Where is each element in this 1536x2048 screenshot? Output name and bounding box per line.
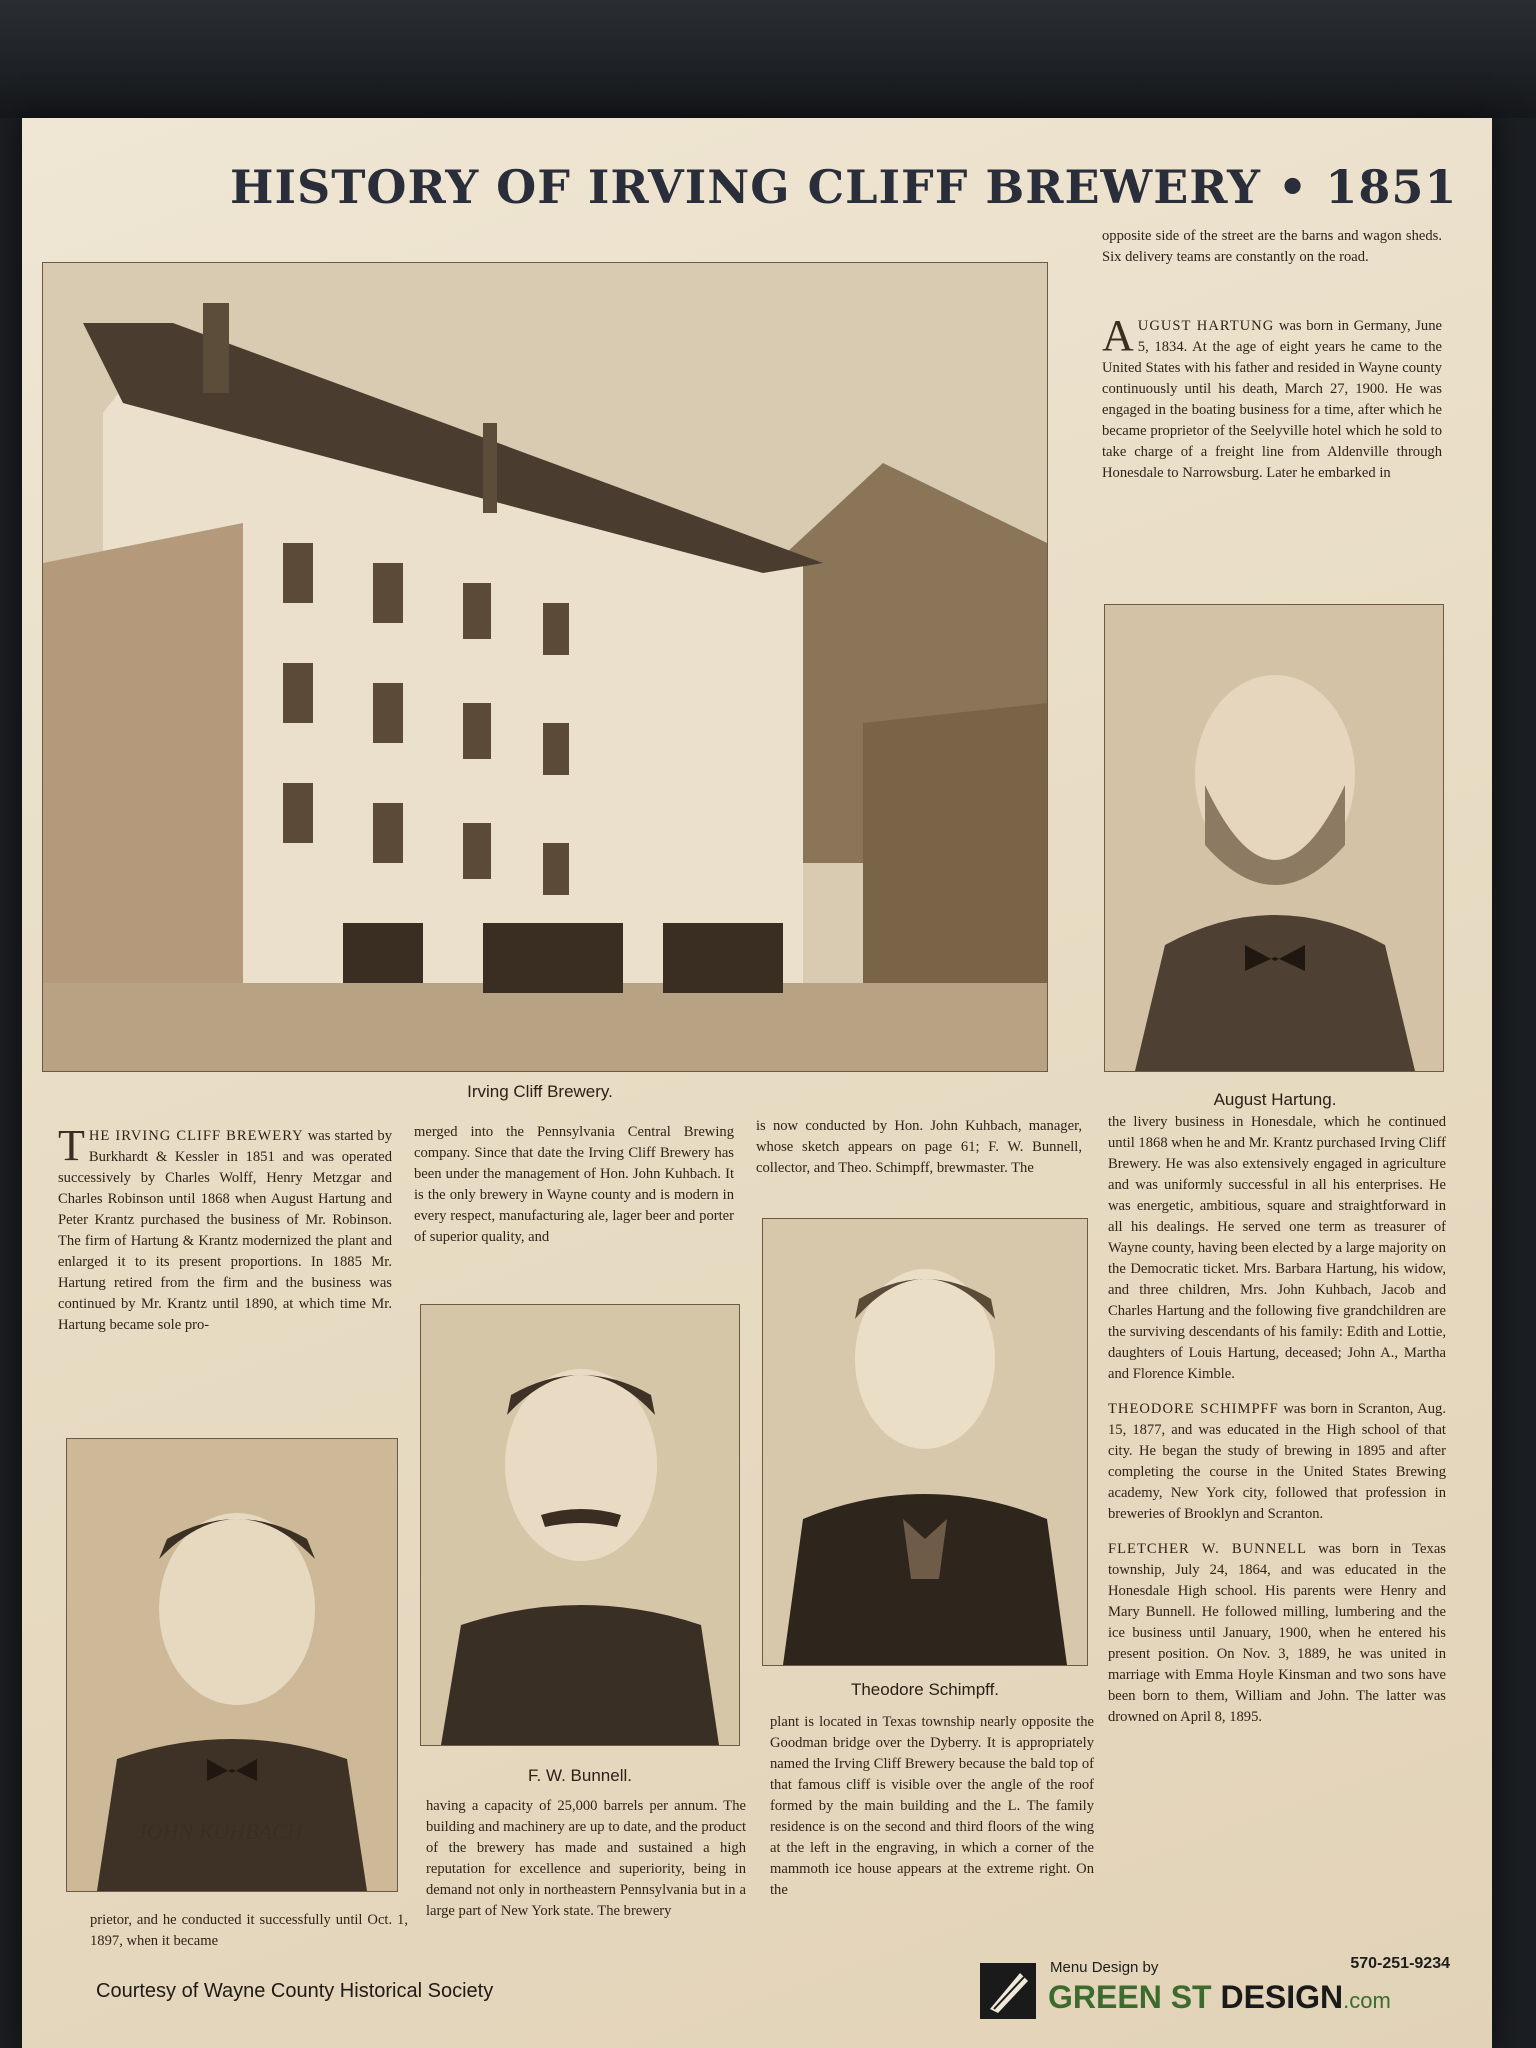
schimpff-caption: Theodore Schimpff. — [850, 1680, 1000, 1699]
brewery-caption: Irving Cliff Brewery. — [467, 1082, 613, 1101]
col1-body: was started by Burkhardt & Kessler in 1851 and was operated successively by Charles Wolff, Henry Metzgar and Charles Robinson until 1868 when August Hartung and Peter Krantz purchased the business of Mr. Robinson. The firm of Hartung & Krantz modernized the plant and enlarged it to its present proportions. In 1885 Mr. Hartung retired from the firm and the business was continued by Mr. Krantz until 1890, at which time Mr. Hartung became sole pro- — [58, 1128, 392, 1333]
col2-top-text: merged into the Pennsylvania Central Brewing company. Since that date the Irving Cliff Brewery has been under the management of Hon. John Kuhbach. It is the only brewery in Wayne county and is modern in every respect, manufacturing ale, lager beer and porter of superior quality, and — [414, 1124, 734, 1245]
brand-green: GREEN ST — [1048, 1979, 1212, 2015]
column-1-bottom — [90, 1910, 408, 1958]
green-st-design-logo — [980, 1955, 1450, 2025]
brand-name — [1048, 1979, 1391, 2016]
hartung-portrait — [1104, 604, 1444, 1072]
right-top-text: opposite side of the street are the barns and wagon sheds. Six delivery teams are constantly on the road. — [1102, 228, 1442, 265]
bunnell-portrait — [420, 1304, 740, 1746]
brand-design: DESIGN — [1220, 1979, 1344, 2015]
binder-edge — [0, 0, 1536, 118]
column-2-bottom — [426, 1796, 746, 1946]
col2-bottom-text: having a capacity of 25,000 barrels per annum. The building and machinery are up to date, and the product of the brewery has made and sustained a high reputation for excellence and superiority, being in demand not only in northeastern Pennsylvania but in a large part of New York state. The brewery — [426, 1798, 746, 1919]
hartung-lead: UGUST HARTUNG — [1137, 318, 1275, 334]
phone-number: 570-251-9234 — [1350, 1955, 1450, 1972]
hartung-caption: August Hartung. — [1213, 1090, 1337, 1109]
kuhbach-signature: JOHN KUHBACH — [137, 1819, 303, 1844]
col4-p2-lead: THEODORE SCHIMPFF — [1108, 1401, 1279, 1417]
courtesy-credit: Courtesy of Wayne County Historical Society — [96, 1980, 494, 2002]
col4-p1: the livery business in Honesdale, which he continued until 1868 when he and Mr. Krantz purchased Irving Cliff Brewery. He was also extensively engaged in agriculture and was uniformly successful in all his enterprises. He was energetic, ambitious, square and straightforward in all his dealings. He served one term as treasurer of Wayne county, having been elected by a large majority on the Democratic ticket. Mrs. Barbara Hartung, his widow, and three children, Mrs. John Kuhbach, Jacob and Charles Hartung and the following five grandchildren are the surviving descendants of his family: Edith and Lottie, daughters of Louis Hartung, deceased; John A., Martha and Florence Kimble. — [1108, 1114, 1446, 1382]
hartung-bio — [1102, 316, 1442, 584]
brand-com: .com — [1343, 1988, 1391, 2013]
column-4 — [1108, 1112, 1446, 1952]
col4-p3-lead: FLETCHER W. BUNNELL — [1108, 1541, 1308, 1557]
pen-nib-icon — [980, 1963, 1036, 2019]
kuhbach-portrait — [66, 1438, 398, 1892]
col4-p2: was born in Scranton, Aug. 15, 1877, and was educated in the High school of that city. He began the study of brewing in 1895 and after completing the course in the United States Brewing academy, New York city, followed that profession in breweries of Brooklyn and Scranton. — [1108, 1401, 1446, 1522]
menu-design-label: Menu Design by — [1050, 1959, 1159, 1976]
right-column-top — [1102, 226, 1442, 290]
schimpff-portrait — [762, 1218, 1088, 1666]
col1-bottom-text: prietor, and he conducted it successfully until Oct. 1, 1897, when it became — [90, 1912, 408, 1949]
page-title: HISTORY OF IRVING CLIFF BREWERY • 1851 — [230, 160, 1458, 214]
col3-bottom-text: plant is located in Texas township nearly opposite the Goodman bridge over the Dyberry. It is appropriately named the Irving Cliff Brewery because the bald top of that famous cliff is visible over the angle of the roof formed by the main building and the L. The family residence is on the second and third floors of the wing at the left in the engraving, in which a corner of the mammoth ice house appears at the extreme right. On the — [770, 1714, 1094, 1898]
col3-top-text: is now conducted by Hon. John Kuhbach, manager, whose sketch appears on page 61; F. W. Bunnell, collector, and Theo. Schimpff, brewmaster. The — [756, 1118, 1082, 1176]
col1-dropcap: T — [58, 1126, 85, 1170]
hartung-body: was born in Germany, June 5, 1834. At the age of eight years he came to the United States with his father and resided in Wayne county continuously until his death, March 27, 1900. He was engaged in the boating business for a time, after which he became proprietor of the Seelyville hotel which he sold to take charge of a freight line from Aldenville through Honesdale to Narrowsburg. Later he embarked in — [1102, 318, 1442, 481]
col1-lead: HE IRVING CLIFF BREWERY — [88, 1128, 304, 1144]
bunnell-caption: F. W. Bunnell. — [528, 1766, 632, 1785]
column-3-bottom — [770, 1712, 1094, 1952]
hartung-dropcap: A — [1102, 316, 1134, 360]
col4-p3: was born in Texas township, July 24, 1864, and was educated in the Honesdale High school. His parents were Henry and Mary Bunnell. He followed milling, lumbering and the ice business until January, 1900, when he entered his present position. On Nov. 3, 1889, he was united in marriage with Emma Hoyle Kinsman and two sons have been born to them, William and John. The latter was drowned on April 8, 1895. — [1108, 1541, 1446, 1725]
column-1-top — [58, 1126, 392, 1426]
brewery-photo — [42, 262, 1048, 1072]
column-2-top — [414, 1122, 734, 1294]
column-3-top — [756, 1116, 1082, 1208]
